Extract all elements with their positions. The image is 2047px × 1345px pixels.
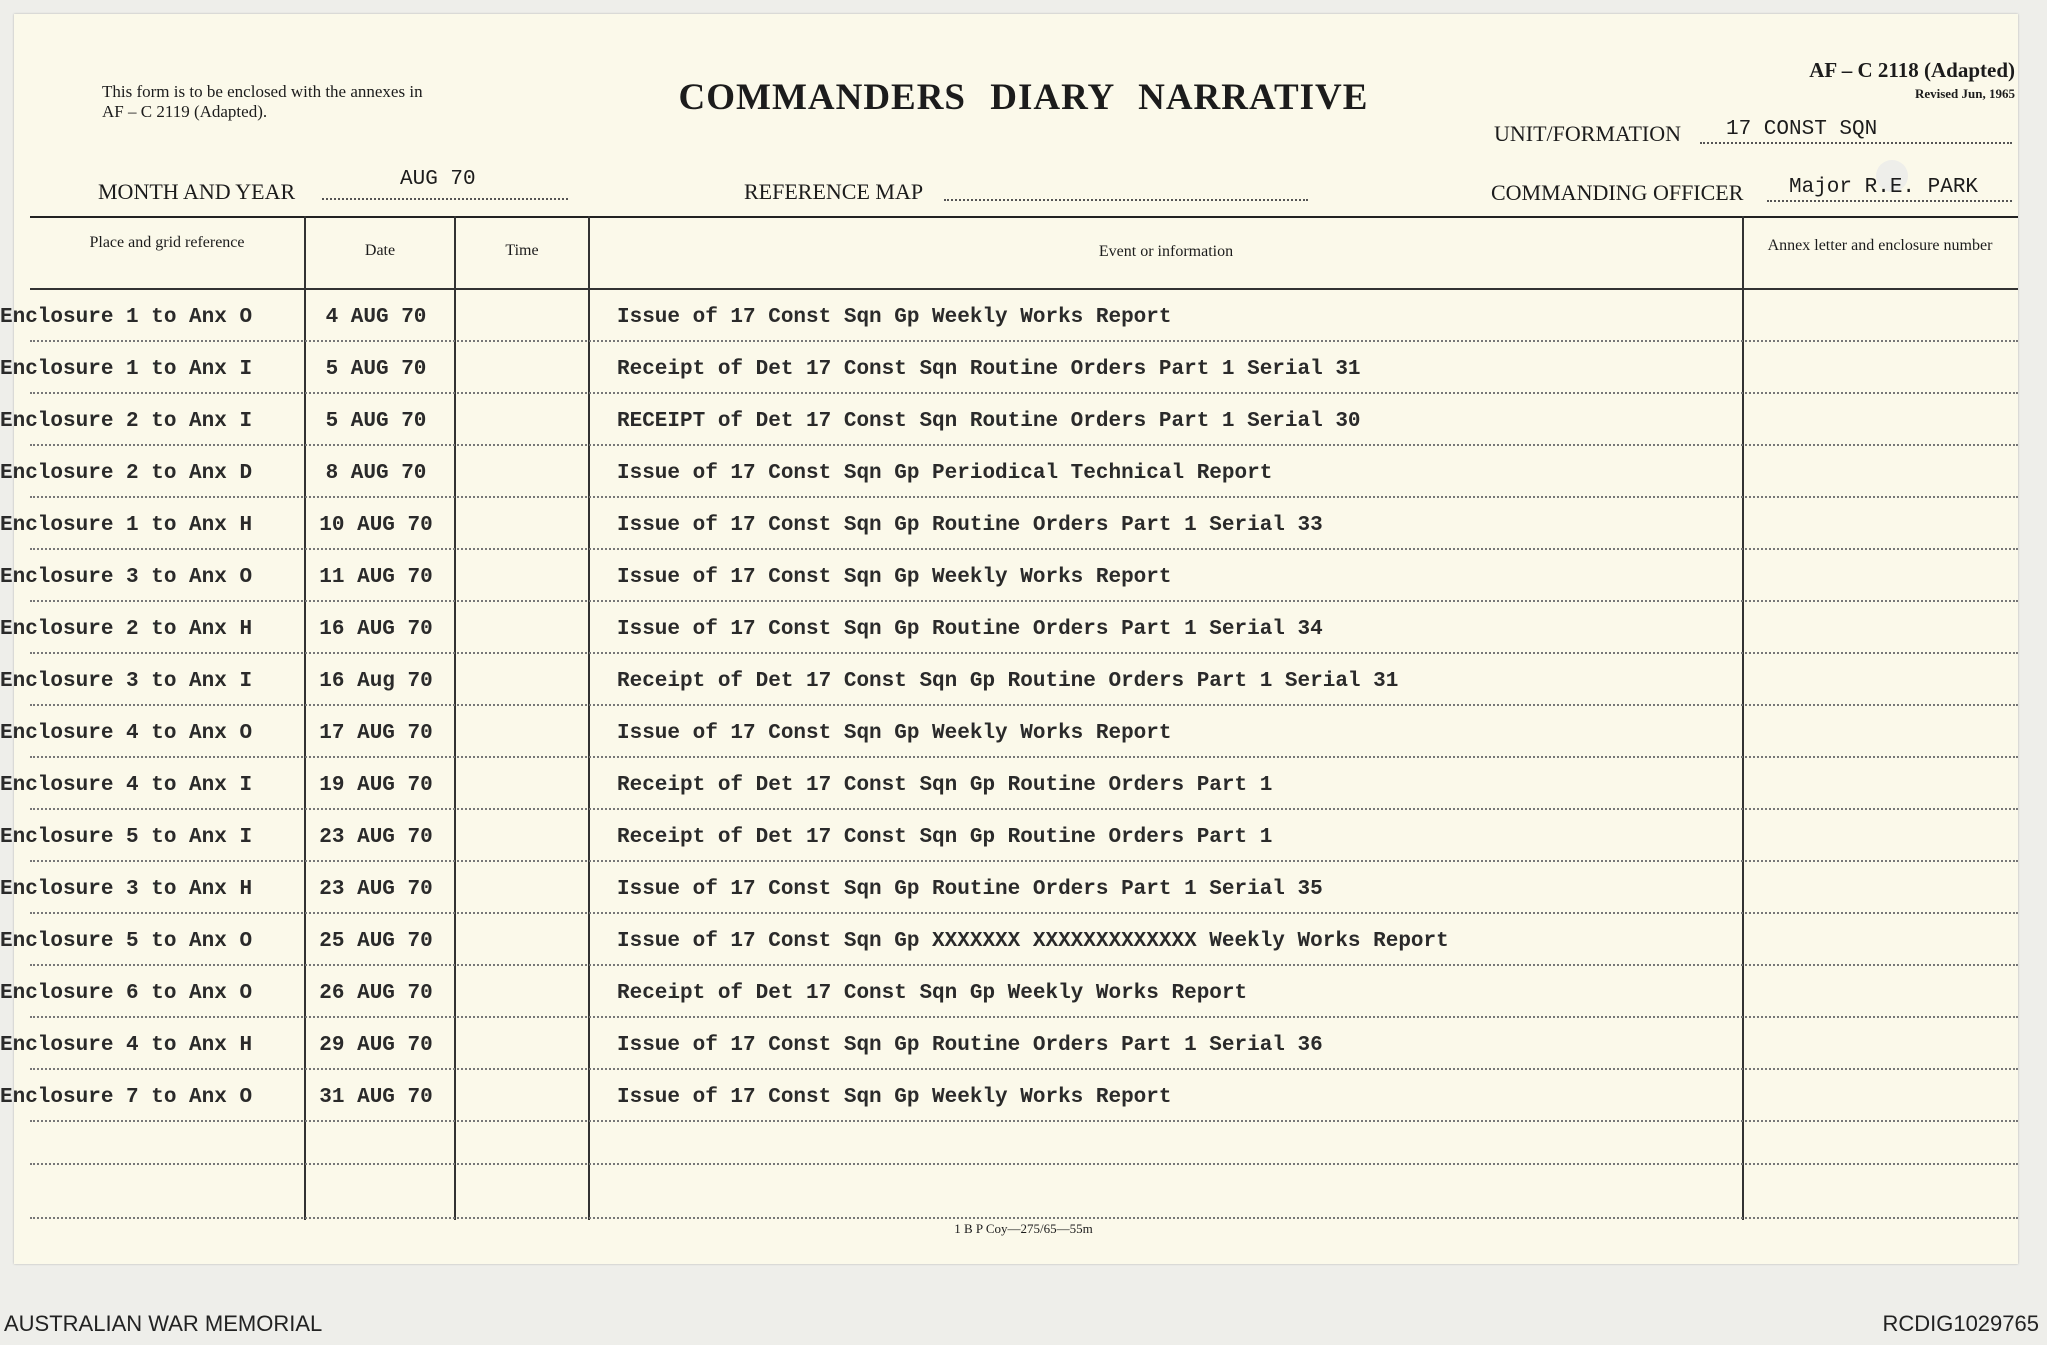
form-note: This form is to be enclosed with the annexes in AF – C 2119 (Adapted). [102,82,423,121]
archive-caption: AUSTRALIAN WAR MEMORIAL [4,1311,323,1336]
map-label: REFERENCE MAP [744,179,924,204]
revised-date: Revised Jun, 1965 [1914,86,2015,101]
row-dotted-line [30,1068,2018,1070]
month-value: AUG 70 [400,168,476,191]
annex-cell: Enclosure 1 to Anx O [0,306,253,329]
event-cell: Receipt of Det 17 Const Sqn Routine Orders Part 1 Serial 31 [617,358,1361,381]
event-cell: Issue of 17 Const Sqn Gp Routine Orders Part 1 Serial 35 [617,878,1323,901]
event-cell: Issue of 17 Const Sqn Gp Periodical Technical Report [617,462,1273,485]
date-cell: 31 AUG 70 [319,1086,433,1109]
event-cell: Receipt of Det 17 Const Sqn Gp Routine Orders Part 1 [617,774,1273,797]
date-cell: 10 AUG 70 [319,514,433,537]
annex-cell: Enclosure 3 to Anx O [0,566,253,589]
column-header-event: Event or information [1098,243,1234,260]
row-dotted-line [30,1120,2018,1122]
annex-cell: Enclosure 3 to Anx H [0,878,253,901]
unit-field [1700,118,2012,144]
annex-cell: Enclosure 6 to Anx O [0,982,253,1005]
month-label: MONTH AND YEAR [98,179,296,204]
event-cell: Issue of 17 Const Sqn Gp Weekly Works Report [617,1086,1172,1109]
date-cell: 23 AUG 70 [319,826,433,849]
archive-id: RCDIG1029765 [1882,1311,2039,1336]
event-cell: Issue of 17 Const Sqn Gp XXXXXXX XXXXXXXXXXXXX Weekly Works Report [617,930,1449,953]
column-header-date: Date [364,242,396,259]
row-dotted-line [30,444,2018,446]
date-cell: 8 AUG 70 [325,462,427,485]
date-cell: 25 AUG 70 [319,930,433,953]
date-cell: 16 Aug 70 [319,670,433,693]
annex-cell: Enclosure 4 to Anx I [0,774,253,797]
event-cell: Issue of 17 Const Sqn Gp Routine Orders Part 1 Serial 33 [617,514,1323,537]
row-dotted-line [30,704,2018,706]
form-number: AF – C 2118 (Adapted) [1809,58,2015,82]
event-cell: Receipt of Det 17 Const Sqn Gp Weekly Works Report [617,982,1248,1005]
date-cell: 4 AUG 70 [325,306,427,329]
map-field [944,175,1308,201]
date-cell: 29 AUG 70 [319,1034,433,1057]
event-cell: RECEIPT of Det 17 Const Sqn Routine Orders Part 1 Serial 30 [617,410,1361,433]
column-header-place: Place and grid reference [89,234,245,251]
blank-row-line [30,1217,2018,1219]
event-cell: Issue of 17 Const Sqn Gp Routine Orders Part 1 Serial 34 [617,618,1323,641]
month-field [322,168,568,200]
date-cell: 23 AUG 70 [319,878,433,901]
date-cell: 17 AUG 70 [319,722,433,745]
annex-cell: Enclosure 2 to Anx I [0,410,253,433]
co-label: COMMANDING OFFICER [1491,180,1744,205]
event-cell: Issue of 17 Const Sqn Gp Routine Orders Part 1 Serial 36 [617,1034,1323,1057]
date-cell: 11 AUG 70 [319,566,433,589]
row-dotted-line [30,912,2018,914]
row-dotted-line [30,964,2018,966]
row-dotted-line [30,392,2018,394]
unit-value: 17 CONST SQN [1726,118,1878,141]
column-header-time: Time [505,242,539,259]
date-cell: 16 AUG 70 [319,618,433,641]
annex-cell: Enclosure 3 to Anx I [0,670,253,693]
blank-row-line [30,1163,2018,1165]
annex-cell: Enclosure 5 to Anx I [0,826,253,849]
printer-imprint: 1 B P Coy—275/65—55m [954,1221,1093,1236]
annex-cell: Enclosure 2 to Anx H [0,618,253,641]
co-field [1767,176,2012,202]
event-cell: Issue of 17 Const Sqn Gp Weekly Works Report [617,722,1172,745]
annex-cell: Enclosure 1 to Anx H [0,514,253,537]
table-top-rule [30,216,2018,218]
date-cell: 5 AUG 70 [325,410,427,433]
row-dotted-line [30,756,2018,758]
row-dotted-line [30,340,2018,342]
row-dotted-line [30,860,2018,862]
header-bottom-rule [30,288,2018,290]
unit-label: UNIT/FORMATION [1494,121,1681,146]
event-cell: Issue of 17 Const Sqn Gp Weekly Works Report [617,566,1172,589]
row-dotted-line [30,600,2018,602]
annex-cell: Enclosure 4 to Anx O [0,722,253,745]
event-cell: Issue of 17 Const Sqn Gp Weekly Works Report [617,306,1172,329]
date-cell: 19 AUG 70 [319,774,433,797]
row-dotted-line [30,548,2018,550]
page-title: COMMANDERS DIARY NARRATIVE [678,77,1369,118]
event-cell: Receipt of Det 17 Const Sqn Gp Routine Orders Part 1 [617,826,1273,849]
annex-cell: Enclosure 1 to Anx I [0,358,253,381]
annex-cell: Enclosure 2 to Anx D [0,462,253,485]
row-dotted-line [30,1016,2018,1018]
annex-cell: Enclosure 7 to Anx O [0,1086,253,1109]
row-dotted-line [30,496,2018,498]
annex-cell: Enclosure 4 to Anx H [0,1034,253,1057]
column-header-annex: Annex letter and enclosure number [1767,237,1993,254]
annex-cell: Enclosure 5 to Anx O [0,930,253,953]
row-dotted-line [30,652,2018,654]
co-value: Major R.E. PARK [1789,176,1979,199]
date-cell: 5 AUG 70 [325,358,427,381]
form-number-block [1809,58,2015,106]
date-cell: 26 AUG 70 [319,982,433,1005]
row-dotted-line [30,808,2018,810]
event-cell: Receipt of Det 17 Const Sqn Gp Routine Orders Part 1 Serial 31 [617,670,1399,693]
